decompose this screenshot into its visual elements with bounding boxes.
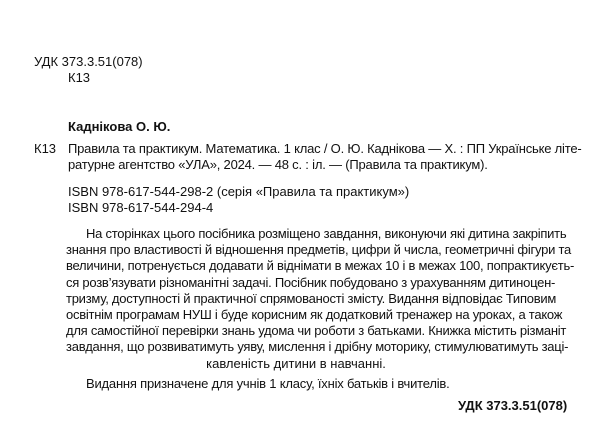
footer-udk: УДК 373.3.51(078) (458, 398, 568, 413)
annotation-line: кавленість дитини в навчанні. (206, 355, 386, 371)
annotation-line: освітнім програмам НУШ і буде корисним як додатковий тренажер на уроках, а також (66, 307, 563, 323)
entry-line-2: ратурне агентство «УЛА», 2024. — 48 с. : іл. — (Правила та практикум). (68, 157, 488, 172)
author-heading: Каднікова О. Ю. (68, 119, 171, 134)
annotation-line: тризму, доступності й практичної спрямованості змісту. Видання відповідає Типовим (66, 290, 557, 306)
entry-line-1: Правила та практикум. Математика. 1 клас / О. Ю. Каднікова — Х. : ПП Українське літе- (68, 141, 582, 156)
annotation-line: завдання, що розвиватимуть уяву, мислення і дрібну моторику, стимулюватимуть заці- (66, 339, 569, 355)
author-mark: К13 (68, 70, 91, 85)
annotation-line: На сторінках цього посібника розміщено завдання, виконуючи які дитина закріпить (86, 226, 567, 241)
annotation-line: для самостійної перевірки знань удома чи роботи з батьками. Книжка містить різманіт (66, 323, 567, 339)
audience-note: Видання призначене для учнів 1 класу, їхніх батьків і вчителів. (86, 376, 450, 391)
annotation-line: знання про властивості й відношення предметів, цифри й числа, геометричні фігури та (66, 242, 571, 258)
annotation (66, 226, 578, 372)
isbn-series: ISBN 978-617-544-298-2 (серія «Правила та практикум») (68, 184, 410, 199)
isbn-volume: ISBN 978-617-544-294-4 (68, 200, 214, 215)
entry-mark: К13 (34, 141, 57, 156)
udk-code: УДК 373.3.51(078) (34, 54, 143, 69)
annotation-line: ся розв’язувати різноманітні задачі. Посібник побудовано з урахуванням дитиноцен- (66, 274, 556, 290)
annotation-line: величини, потренується додавати й віднімати в межах 10 і в межах 100, попрактикуєть- (66, 258, 575, 274)
